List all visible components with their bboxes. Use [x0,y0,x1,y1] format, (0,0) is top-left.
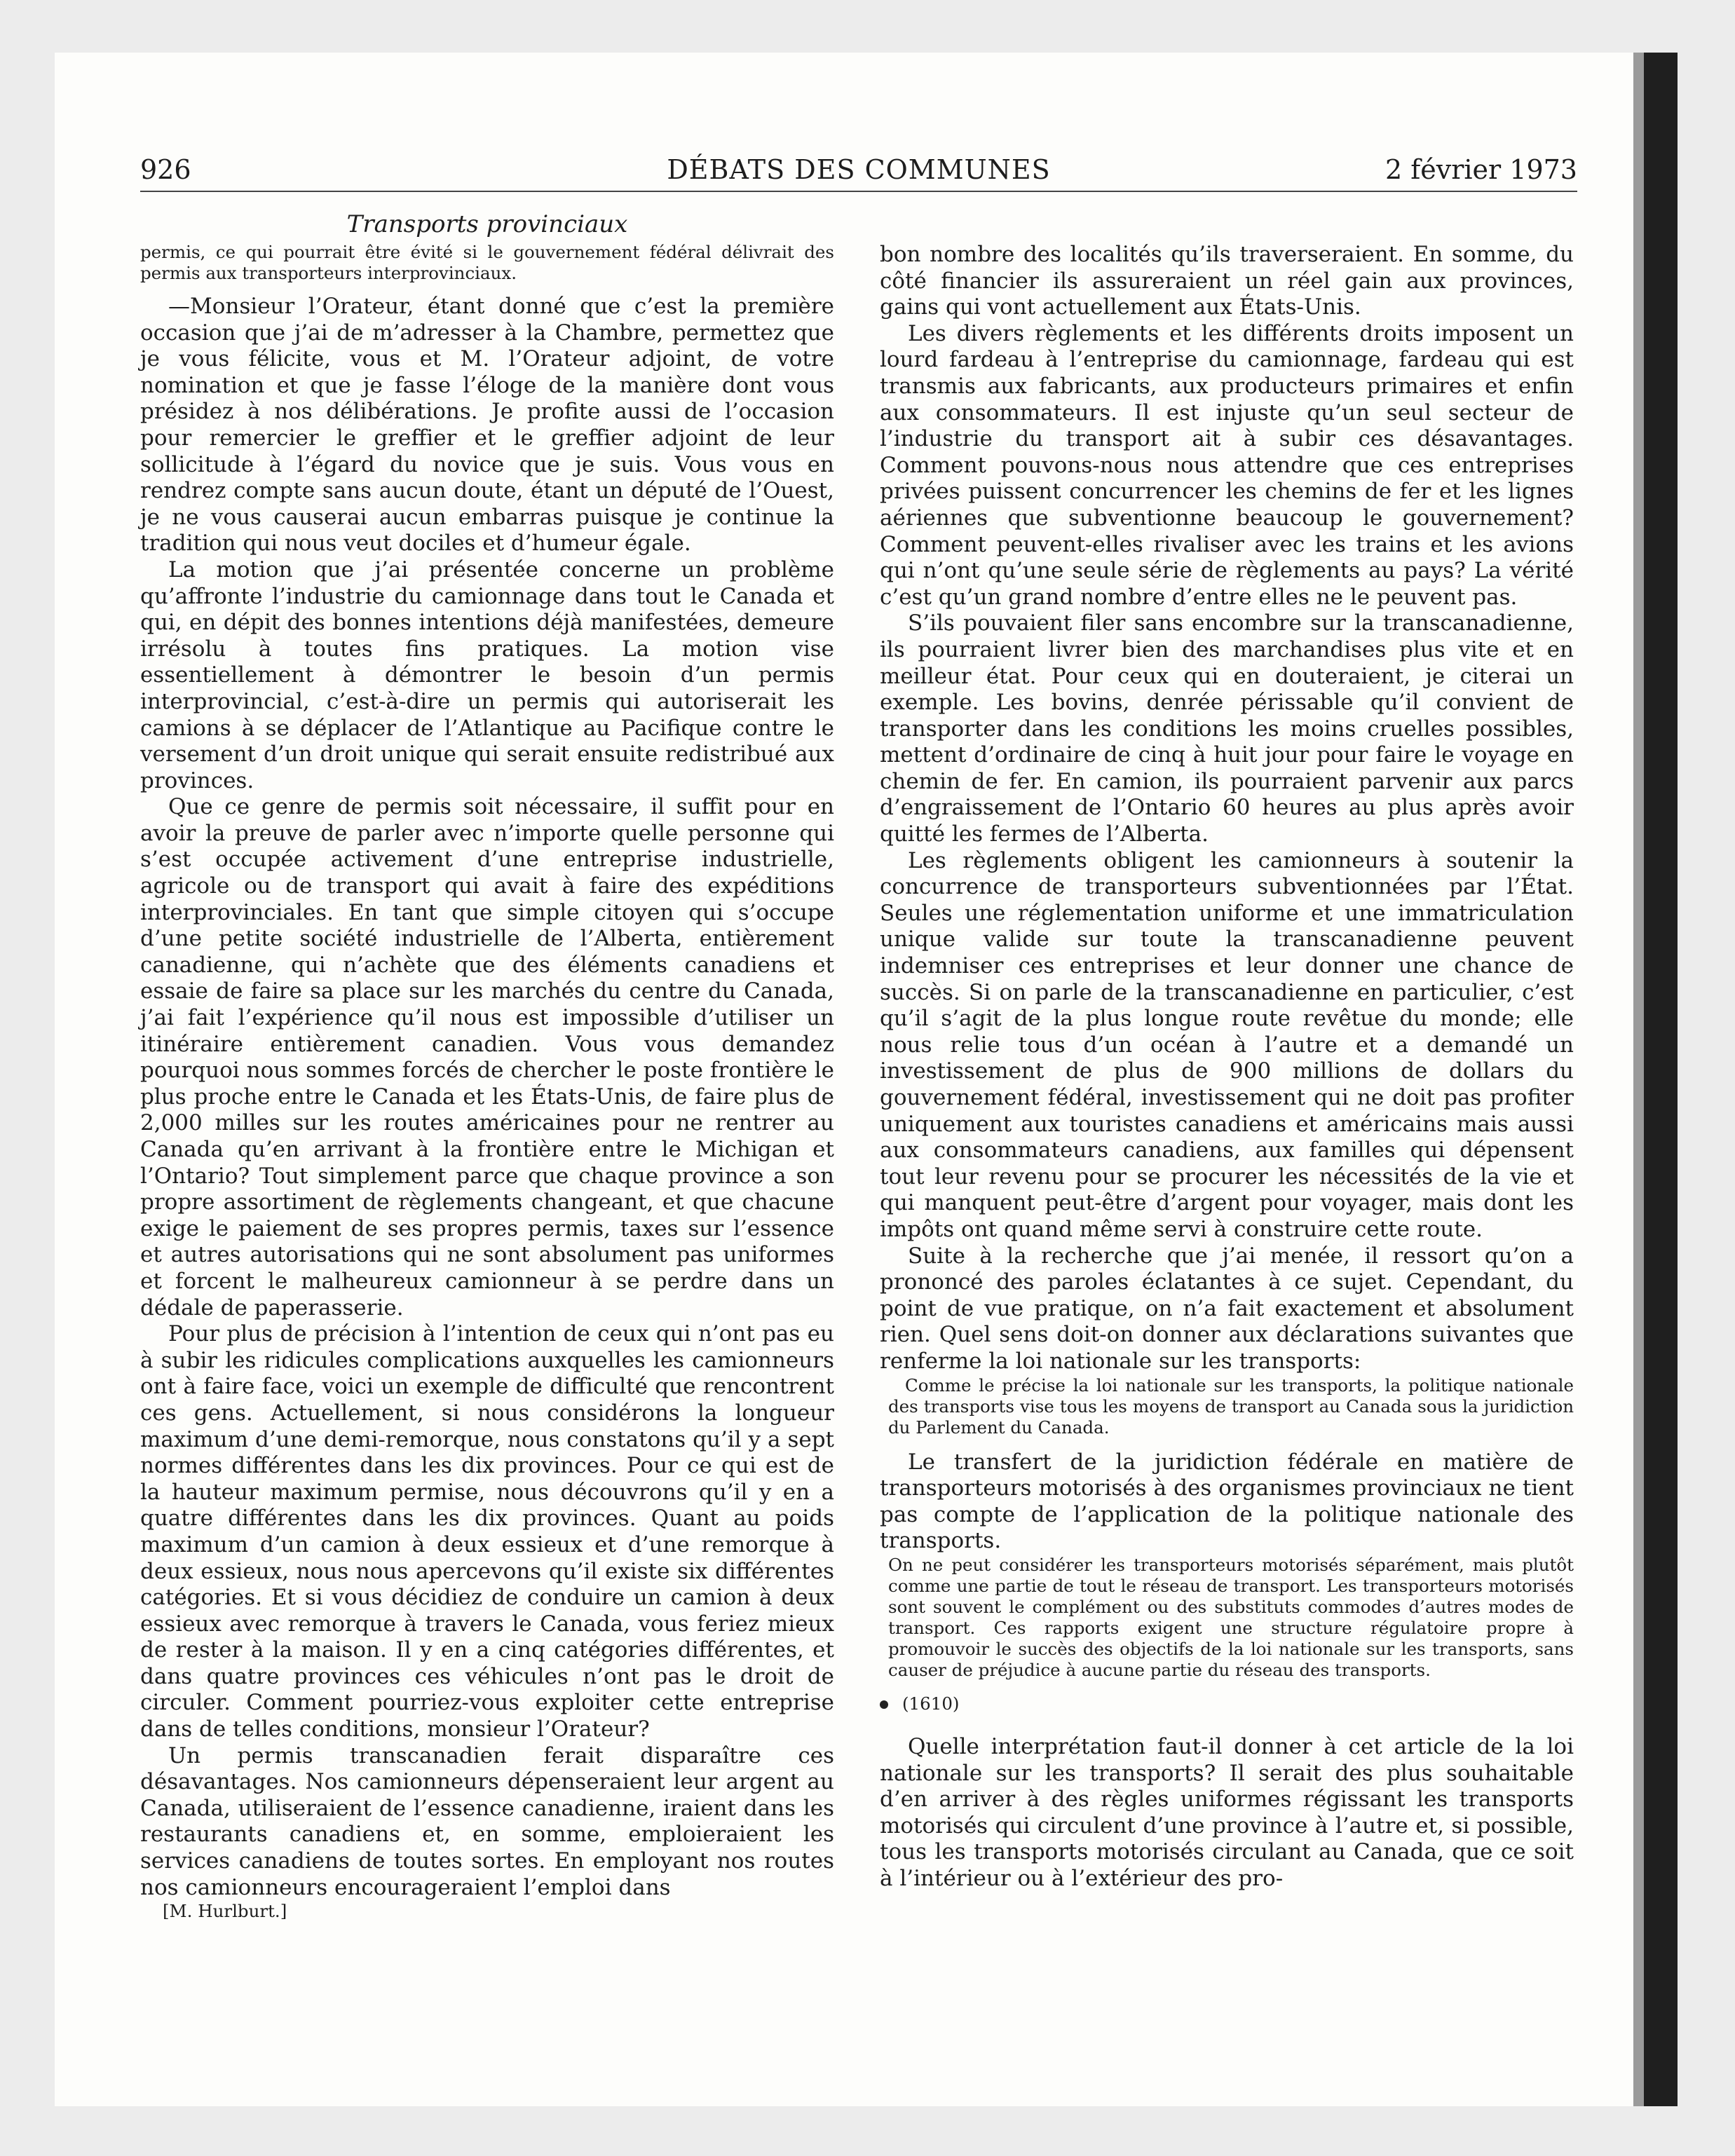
right-column [880,242,1574,1892]
page-number: 926 [140,154,191,185]
issue-date: 2 février 1973 [1384,154,1577,185]
time-marker-label: (1610) [902,1693,960,1714]
page-binding-edge [1644,53,1678,2106]
bullet-icon [880,1700,888,1709]
paragraph: Pour plus de précision à l’intention de ceux qui n’ont pas eu à subir les ridicules complications auxquelles les camionneurs ont à faire face, voici un exemple de difficulté que rencontrent ces gens. Actuellement, si nous considérons la longueur maximum d’une demi-remorque, nous constatons qu’il y a sept normes différentes dans les dix provinces. Pour ce qui est de la hauteur maximum permise, nous découvrons qu’il y en a quatre différentes dans les dix provinces. Quant au poids maximum d’un camion à deux essieux et d’une remorque à deux essieux, nous nous apercevons qu’il existe six différentes catégories. Et si vous décidiez de conduire un camion à deux essieux avec remorque à travers le Canada, vous feriez mieux de rester à la maison. Il y en a cinq catégories différentes, et dans quatre provinces ces véhicules n’ont pas le droit de circuler. Comment pourriez-vous exploiter cette entreprise dans de telles conditions, monsieur l’Orateur? [140,1321,834,1742]
paragraph: Les divers règlements et les différents droits imposent un lourd fardeau à l’entreprise du camionnage, fardeau qui est transmis aux fabricants, aux producteurs primaires et enfin aux consommateurs. Il est injuste qu’un seul secteur de l’industrie du transport ait à subir ces désavantages. Comment pouvons-nous nous attendre que ces entreprises privées puissent concurrencer les chemins de fer et les lignes aériennes que subventionne beaucoup le gouvernement? Comment peuvent-elles rivaliser avec les trains et les avions qui n’ont qu’une seule série de règlements au pays? La vérité c’est qu’un grand nombre d’entre elles ne le peuvent pas. [880,320,1574,610]
paragraph: Les règlements obligent les camionneurs à soutenir la concurrence de transporteurs subventionnées par l’État. Seules une réglementation uniforme et une immatriculation unique valide sur toute la transcanadienne peuvent indemniser ces entreprises et leur donner une chance de succès. Si on parle de la transcanadienne en particulier, c’est qu’il s’agit de la plus longue route revêtue du monde; elle nous relie tous d’un océan à l’autre et a demandé un investissement de plus de 900 millions de dollars du gouvernement fédéral, investissement qui ne doit pas profiter uniquement aux touristes canadiens et américains mais aussi aux consommateurs canadiens, aux familles qui dépensent tout leur revenu pour se procurer les nécessités de la vie et qui manquent peut-être d’argent pour voyager, mais dont les impôts ont quand même servi à construire cette route. [880,847,1574,1242]
section-title: Transports provinciaux [346,210,628,238]
paragraph: Suite à la recherche que j’ai menée, il ressort qu’on a prononcé des paroles éclatantes à ce sujet. Cependant, du point de vue pratique, on n’a fait exactement et absolument rien. Quel sens doit-on donner aux déclarations suivantes que renferme la loi nationale sur les transports: [880,1243,1574,1374]
paragraph: Quelle interprétation faut-il donner à cet article de la loi nationale sur les transports? Il serait des plus souhaitable d’en arriver à des règles uniformes régissant les transports motorisés qui circulent d’une province à l’autre et, si possible, tous les transports motorisés circulant au Canada, que ce soit à l’intérieur ou à l’extérieur des pro- [880,1733,1574,1891]
page-header [140,154,1577,192]
paragraph: La motion que j’ai présentée concerne un problème qu’affronte l’industrie du camionnage dans tout le Canada et qui, en dépit des bonnes intentions déjà manifestées, demeure irrésolu à toutes fins pratiques. La motion vise essentiellement à démontrer le besoin d’un permis interprovincial, c’est-à-dire un permis qui autoriserait les camions à se déplacer de l’Atlantique au Pacifique contre le versement d’un droit unique qui serait ensuite redistribué aux provinces. [140,557,834,793]
journal-title: DÉBATS DES COMMUNES [667,154,1051,185]
paragraph: Que ce genre de permis soit nécessaire, il suffit pour en avoir la preuve de parler avec n’importe quelle personne qui s’est occupée activement d’une entreprise industrielle, agricole ou de transport qui avait à faire des expéditions interprovinciales. En tant que simple citoyen qui s’occupe d’une petite société industrielle de l’Alberta, entièrement canadienne, qui n’achète que des éléments canadiens et essaie de faire sa place sur les marchés du centre du Canada, j’ai fait l’expérience qu’il nous est impossible d’utiliser un itinéraire entièrement canadien. Vous vous demandez pourquoi nous sommes forcés de chercher le poste frontière le plus proche entre le Canada et les États-Unis, de faire plus de 2,000 milles sur les routes américaines pour ne rentrer au Canada qu’en arrivant à la frontière entre le Michigan et l’Ontario? Tout simplement parce que chaque province a son propre assortiment de règlements changeant, et que chacune exige le paiement de ses propres permis, taxes sur l’essence et autres autorisations qui ne sont absolument pas uniformes et forcent le malheureux camionneur à se perdre dans un dédale de paperasserie. [140,794,834,1321]
left-column [140,242,834,1922]
paragraph: S’ils pouvaient filer sans encombre sur la transcanadienne, ils pourraient livrer bien des marchandises plus vite et en meilleur état. Pour ceux qui en douteraient, je citerai un exemple. Les bovins, denrée périssable qu’il convient de transporter dans les conditions les moins cruelles possibles, mettent d’ordinaire de cinq à huit jour pour faire le voyage en chemin de fer. En camion, ils pourraient parvenir aux parcs d’engraissement de l’Ontario 60 heures au plus après avoir quitté les fermes de l’Alberta. [880,610,1574,847]
page-binding-shadow [1633,53,1645,2106]
continuation-text: permis, ce qui pourrait être évité si le gouvernement fédéral délivrait des permis aux transporteurs interprovinciaux. [140,242,834,283]
time-marker [880,1693,1574,1714]
paragraph: —Monsieur l’Orateur, étant donné que c’est la première occasion que j’ai de m’adresser à la Chambre, permettez que je vous félicite, vous et M. l’Orateur adjoint, de votre nomination et que je fasse l’éloge de la manière dont vous présidez à nos délibérations. Je profite aussi de l’occasion pour remercier le greffier et le greffier adjoint de leur sollicitude à l’égard du novice que je suis. Vous vous en rendrez compte sans aucun doute, étant un député de l’Ouest, je ne vous causerai aucun embarras puisque je continue la tradition qui nous veut dociles et d’humeur égale. [140,294,834,557]
speaker-tag: [M. Hurlburt.] [163,1901,287,1922]
paragraph: Un permis transcanadien ferait disparaître ces désavantages. Nos camionneurs dépenseraient leur argent au Canada, utiliseraient de l’essence canadienne, iraient dans les restaurants canadiens et, en somme, emploieraient les services canadiens de toutes sortes. En employant nos routes nos camionneurs encourageraient l’emploi dans [140,1742,834,1900]
paragraph: bon nombre des localités qu’ils traverseraient. En somme, du côté financier ils assureraient un réel gain aux provinces, gains qui vont actuellement aux États-Unis. [880,242,1574,320]
quote-block: On ne peut considérer les transporteurs motorisés séparément, mais plutôt comme une partie de tout le réseau de transport. Les transporteurs motorisés sont souvent le complément ou des substituts commodes d’autres modes de transport. Ces rapports exigent une structure régulatoire propre à promouvoir le succès des objectifs de la loi nationale sur les transports, sans causer de préjudice à aucune partie du réseau des transports. [888,1554,1574,1680]
paragraph: Le transfert de la juridiction fédérale en matière de transporteurs motorisés à des organismes provinciaux ne tient pas compte de l’application de la politique nationale des transports. [880,1449,1574,1554]
quote-block: Comme le précise la loi nationale sur les transports, la politique nationale des transports vise tous les moyens de transport au Canada sous la juridiction du Parlement du Canada. [888,1374,1574,1438]
